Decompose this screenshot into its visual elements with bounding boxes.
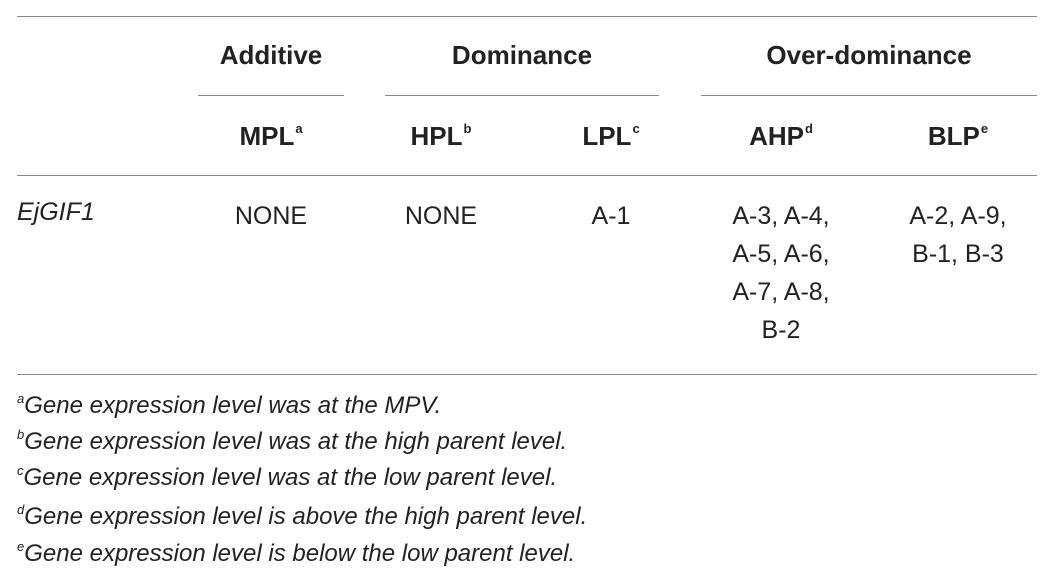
subheader-ahp: AHP$^d$ (749, 121, 813, 151)
over-dominance-underline (701, 95, 1037, 96)
bottom-rule (17, 374, 1037, 375)
subheader-mpl: MPL$^a$ (239, 121, 303, 151)
table-cell-blp: A-2, A-9, B-1, B-3 (909, 202, 1007, 268)
table-cell-mpl: NONE (234, 202, 308, 230)
footnote-c: $^c$Gene expression level was at the low parent level. (17, 463, 558, 491)
additive-underline (198, 95, 344, 96)
subheader-hpl: HPL$^b$ (410, 121, 472, 151)
group-header-additive: Additive (219, 40, 323, 70)
dominance-underline (385, 95, 659, 96)
group-header-over-dominance: Over-dominance (766, 40, 972, 70)
table-cell-ahp: A-3, A-4, A-5, A-6, A-7, A-8, B-2 (732, 202, 830, 344)
subheader-blp: BLP$^e$ (927, 121, 989, 151)
table-cell-lpl: A-1 (591, 202, 631, 230)
table-cell-hpl: NONE (404, 202, 478, 230)
top-rule (17, 16, 1037, 17)
subheader-lpl: LPL$^c$ (582, 121, 640, 151)
footnote-b: $^b$Gene expression level was at the high parent level. (17, 427, 568, 455)
header-rule (17, 175, 1037, 176)
gene-name-cell: EjGIF1 (17, 198, 95, 226)
group-header-dominance: Dominance (451, 40, 593, 70)
footnote-e: $^e$Gene expression level is below the low parent level. (17, 539, 576, 567)
footnote-d: $^d$Gene expression level is above the high parent level. (17, 502, 588, 530)
footnote-a: $^a$Gene expression level was at the MPV. (17, 391, 442, 419)
